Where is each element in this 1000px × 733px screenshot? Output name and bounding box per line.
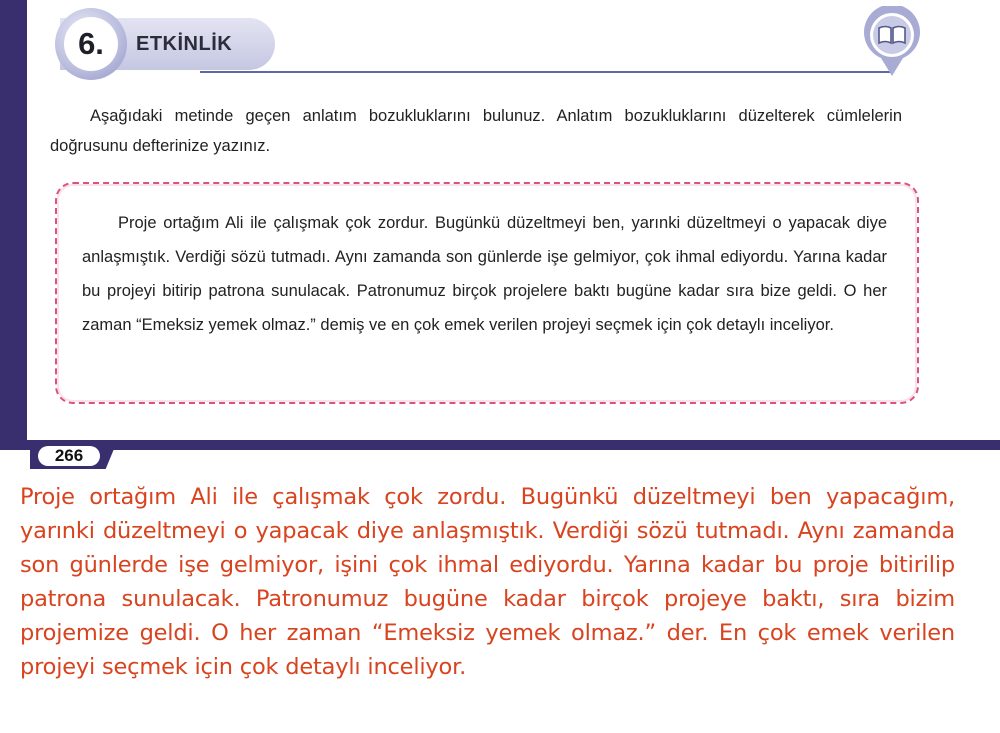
passage-text: Proje ortağım Ali ile çalışmak çok zordur. Bugünkü düzeltmeyi ben, yarınki düzeltmeyi o yapacak diye anlaşmıştık. Verdiği sözü tutmadı. Aynı zamanda son günlerde işe gelmiyor, çok ihmal ediyordu. Yarına kadar bu projeyi bitirip patrona sunulacak. Patronumuz birçok projelere baktı bugüne kadar sıra bize geldi. O her zaman “Emeksiz yemek olmaz.” demiş ve en çok emek verilen projeyi seçmek için çok detaylı inceliyor. <box>82 214 887 334</box>
page-bottom-bar <box>0 440 1000 450</box>
left-stripe <box>0 0 27 440</box>
page-number: 266 <box>38 446 100 466</box>
activity-label: ETKİNLİK <box>136 33 233 55</box>
book-icon <box>861 6 923 78</box>
header-rule <box>200 71 892 73</box>
activity-number: 6. <box>64 17 118 71</box>
instructions-text: Aşağıdaki metinde geçen anlatım bozukluklarını bulunuz. Anlatım bozukluklarını düzelterek cümlelerin doğrusunu defterinize yazınız. <box>50 107 902 155</box>
answer-text: Proje ortağım Ali ile çalışmak çok zordu. Bugünkü düzeltmeyi ben yapacağım, yarınki düzeltmeyi o yapacak diye anlaşmıştık. Verdiği sözü tutmadı. Aynı zamanda son günlerde işe gelmiyor, işini çok ihmal ediyordu. Yarına kadar bu proje bitirilip patrona sunulacak. Patronumuz bugüne kadar birçok projeye baktı, sıra bizim projemize geldi. O her zaman “Emeksiz yemek olmaz.” der. En çok emek verilen projeyi seçmek için çok detaylı inceliyor. <box>20 484 955 680</box>
